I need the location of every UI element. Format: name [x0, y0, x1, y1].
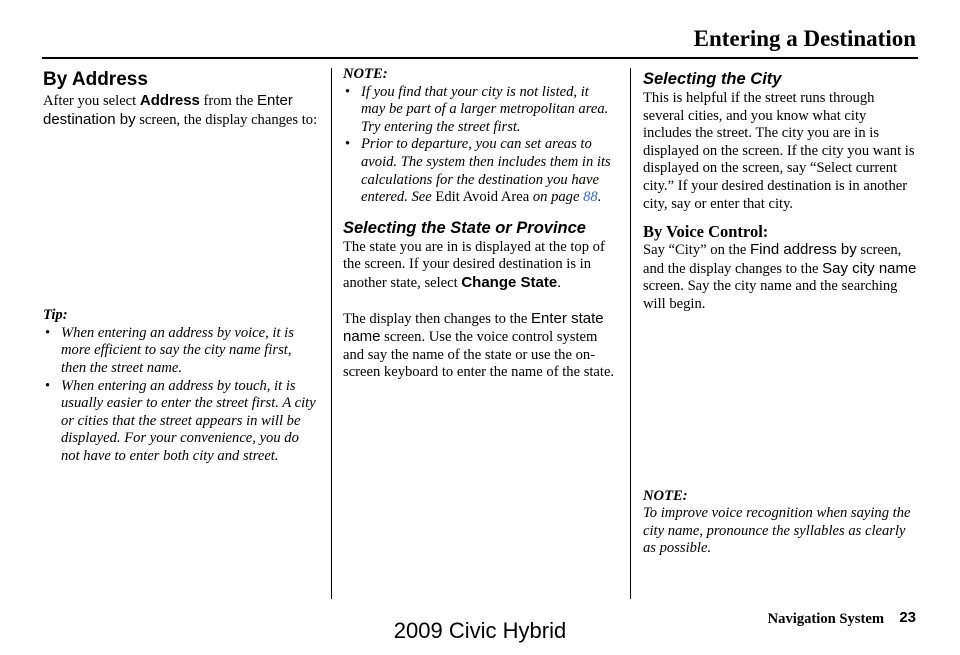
ui-label-say-city-name: Say city name	[822, 259, 917, 277]
note-item	[343, 136, 615, 206]
note-label: NOTE:	[643, 487, 688, 504]
note-text: Prior to departure, you can set areas to avoid. The system then includes them in its calculations for the destination you have entered. See	[361, 136, 611, 206]
page-title: Entering a Destination	[693, 26, 916, 51]
tip-item: • When entering an address by voice, it is more efficient to say the city name first, then the street name.	[43, 325, 319, 378]
screen-image-placeholder	[43, 129, 319, 307]
voice-text: screen. Say the city name and the searching will begin.	[643, 278, 898, 312]
note-label: NOTE:	[343, 66, 388, 82]
voice-paragraph	[643, 241, 918, 313]
state-text: The state you are in is displayed at the top of the screen. If your desired destination is in another state, select	[343, 238, 605, 291]
column-divider-1	[331, 68, 332, 599]
city-paragraph: This is helpful if the street runs through several cities, and you know what city includes the street. The city you are in is displayed on the screen. If the city you want is displayed on the screen, say “Select current city.” If your desired destination is in another city, say or enter that city.	[643, 90, 915, 212]
section-heading-by-address: By Address	[43, 69, 148, 90]
page-number: 23	[899, 609, 916, 626]
section-heading-city: Selecting the City	[643, 70, 782, 88]
header-divider	[42, 57, 918, 59]
footer-section-name: Navigation System	[767, 611, 884, 627]
ui-label-enter-state-name: Enter state name	[343, 309, 604, 346]
ui-label-change-state: Change State	[461, 273, 558, 291]
state-paragraph-2	[343, 310, 615, 382]
intro-text: screen, the display changes to:	[135, 111, 318, 128]
tip-item: • When entering an address by touch, it is usually easier to enter the street first. A city or cities that the street appears in will be displayed. For your convenience, you do not have to enter both city and street.	[43, 378, 319, 466]
page-link-88[interactable]: 88	[583, 189, 598, 206]
intro-paragraph	[43, 92, 319, 129]
tip-label: Tip:	[43, 307, 68, 324]
section-heading-state: Selecting the State or Province	[343, 218, 586, 237]
note-text: .	[597, 189, 602, 206]
voice-text: screen, and the display changes to the	[643, 242, 902, 277]
state-text: .	[557, 274, 561, 291]
watermark-model-name: 2009 Civic Hybrid	[393, 618, 567, 643]
reference-edit-avoid-area: Edit Avoid Area	[435, 189, 530, 206]
state-paragraph-1	[343, 239, 615, 293]
state-text: screen. Use the voice control system and say the name of the state or use the on-screen keyboard to enter the name of the state.	[343, 329, 615, 381]
column-3	[643, 66, 918, 558]
note-text: To improve voice recognition when saying the city name, pronounce the syllables as clearly as possible.	[643, 505, 911, 557]
state-text: The display then changes to the	[343, 310, 532, 327]
ui-label-address: Address	[139, 92, 200, 109]
column-1	[43, 66, 319, 466]
intro-text: from the	[199, 93, 258, 109]
tip-list	[43, 325, 319, 466]
note-list	[343, 84, 615, 207]
note-text: on page	[529, 189, 584, 206]
ui-label-find-address-by: Find address by	[750, 241, 857, 259]
subheading-voice-control: By Voice Control:	[643, 222, 769, 242]
voice-text: Say “City” on the	[643, 242, 751, 259]
screen-image-placeholder	[643, 314, 918, 488]
intro-text: After you select	[43, 93, 140, 109]
column-divider-2	[630, 68, 631, 599]
ui-label-enter-destination-by: Enter destination by	[43, 92, 293, 128]
column-2	[343, 66, 615, 382]
note-item: • If you find that your city is not listed, it may be part of a larger metropolitan area. Try entering the street first.	[343, 84, 615, 137]
